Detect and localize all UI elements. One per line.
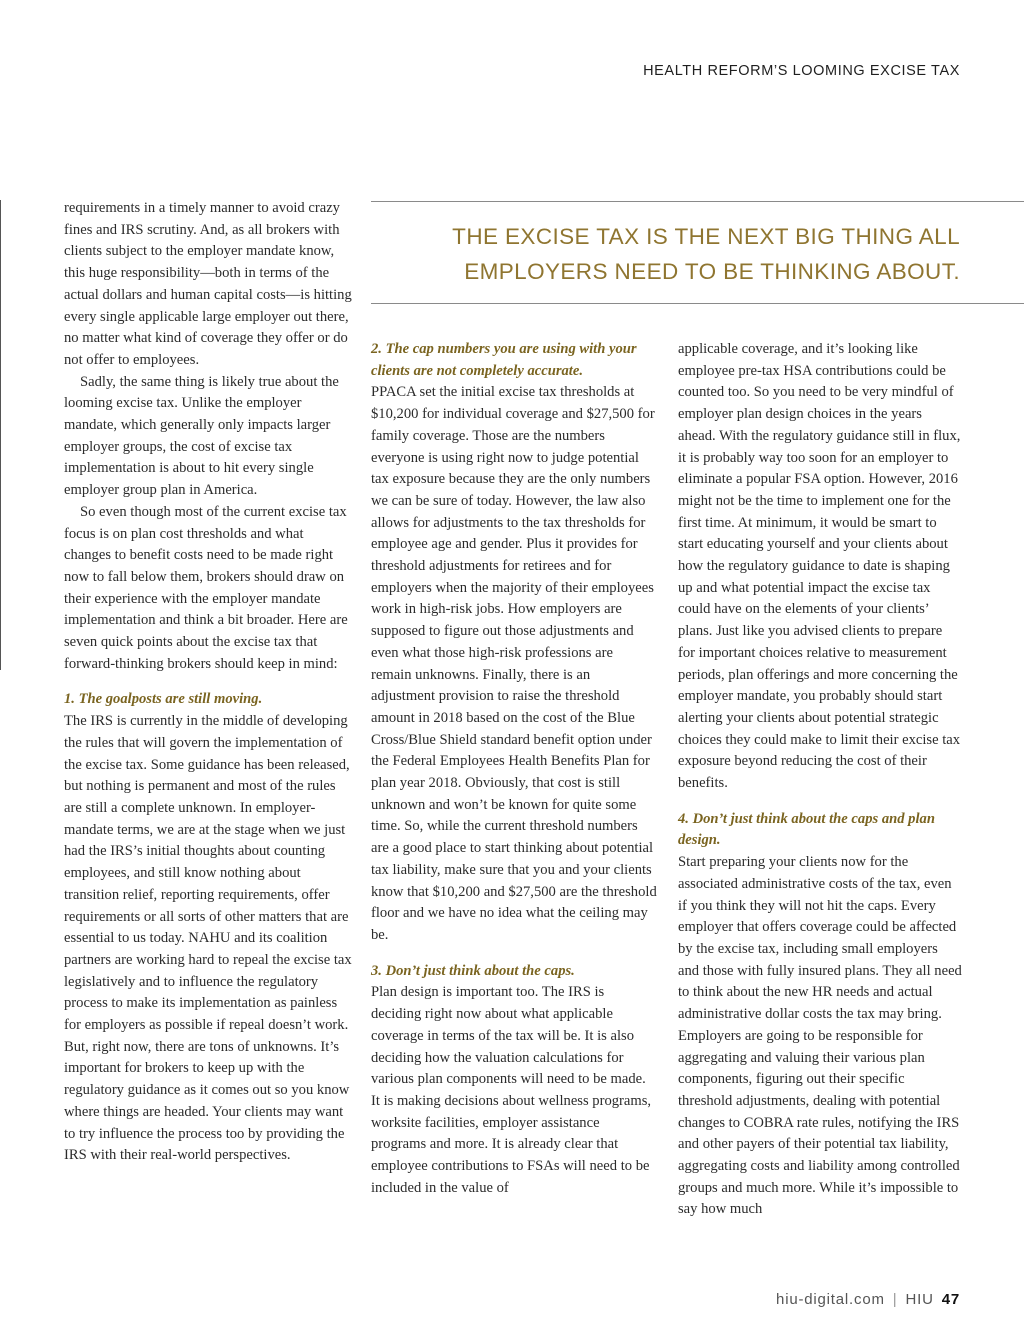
pull-quote (371, 201, 1024, 304)
pull-quote-line-2: EMPLOYERS NEED TO BE THINKING ABOUT. (464, 259, 960, 284)
section-heading-1: 1. The goalposts are still moving. (64, 691, 263, 708)
paragraph: Start preparing your clients now for the associated administrative costs of the tax, even if you think they will not hit the caps. Every employer that offers coverage could be affected by the excise tax, including small employers and those with fully insured plans. They all need to think about the new HR needs and actual administrative dollar costs the tax may bring. Employers are going to be responsible for aggregating and valuing their various plan components, figuring out their specific threshold adjustments, dealing with potential changes to COBRA rate rules, notifying the IRS and other payers of their potential tax liability, aggregating costs and liability among controlled groups and much more. While it’s impossible to say how much (678, 854, 962, 1218)
paragraph: PPACA set the initial excise tax thresholds at $10,200 for individual coverage and $27,500 for family coverage. Those are the numbers everyone is using right now to judge potential tax exposure because they are the only numbers we can be sure of today. However, the law also allows for adjustments to the tax thresholds for employee age and gender. Plus it provides for threshold adjustments for retirees and for employers when the majority of their employees work in high-risk jobs. How employers are supposed to figure out those adjustments and even what those high-risk professions are remain unknowns. Finally, there is an adjustment provision to raise the threshold amount in 2018 based on the cost of the Blue Cross/Blue Shield standard benefit option under the Federal Employees Health Benefits Plan for plan year 2018. Obviously, that cost is still unknown and won’t be known for quite some time. So, while the current threshold numbers are a good place to start thinking about potential tax liability, make sure that you and your clients know that $10,200 and $27,500 are the threshold floor and we have no idea what the ceiling may be. (371, 384, 657, 943)
paragraph: requirements in a timely manner to avoid crazy fines and IRS scrutiny. And, as all brokers with clients subject to the employer mandate know, this huge responsibility—both in terms of the actual dollars and human capital costs—is hitting every single applicable large employer out there, no matter what kind of coverage they offer or do not offer to employees. (64, 200, 352, 368)
website-link[interactable]: hiu-digital.com (776, 1291, 885, 1308)
running-header: HEALTH REFORM’S LOOMING EXCISE TAX (643, 63, 960, 79)
section-heading-2: 2. The cap numbers you are using with your clients are not completely accurate. (371, 341, 637, 379)
paragraph: So even though most of the current excise tax focus is on plan cost thresholds and what changes to benefit costs need to be made right now to fall below them, brokers should draw on their experience with the employer mandate implementation and think a bit broader. Here are seven quick points about the excise tax that forward-thinking brokers should keep in mind: (64, 503, 348, 672)
section-heading-4: 4. Don’t just think about the caps and plan design. (678, 810, 935, 849)
paragraph: applicable coverage, and it’s looking like employee pre-tax HSA contributions could be counted too. So you need to be very mindful of employer plan design choices in the years ahead. With the regulatory guidance still in flux, it is probably way too soon for an employer to eliminate a popular FSA option. However, 2016 might not be the time to implement one for the first time. At minimum, it would be smart to start educating yourself and your clients about how the regulatory guidance to date is shaping up and what potential impact the excise tax could have on the elements of your clients’ plans. Just like you advised clients to prepare for important choices relative to measurement periods, plan offerings and more concerning the employer mandate, you probably should start alerting your clients about potential strategic choices they could make to limit their excise tax exposure beyond reducing the cost of their benefits. (678, 341, 961, 792)
page-edge-rule (0, 200, 1, 670)
page-number: 47 (941, 1291, 960, 1308)
publication-name: HIU (905, 1291, 934, 1308)
column-3 (678, 339, 962, 1221)
paragraph: The IRS is currently in the middle of developing the rules that will govern the implementation of the excise tax. Some guidance has been released, but nothing is permanent and most of the rules are still a complete unknown. In employer-mandate terms, we are at the stage when we just had the IRS’s initial thoughts about counting employees, and still know nothing about transition relief, reporting requirements, offer requirements or all sorts of other matters that are essential to us today. NAHU and its coalition partners are working hard to repeal the excise tax legislatively and to influence the regulatory process to make its implementation as painless for employers as possible if repeal doesn’t work. But, right now, there are tons of unknowns. It’s important for brokers to keep up with the regulatory guidance as it comes out so you know where things are headed. Your clients may want to try influence the process too by providing the IRS with their real-world perspectives. (64, 713, 352, 1164)
page-footer (776, 1291, 960, 1308)
paragraph: Sadly, the same thing is likely true about the looming excise tax. Unlike the employer mandate, which generally only impacts larger employer groups, the cost of excise tax implementation is about to hit every single employer group plan in America. (64, 373, 339, 499)
pull-quote-line-1: THE EXCISE TAX IS THE NEXT BIG THING ALL (452, 224, 960, 249)
section-heading-3: 3. Don’t just think about the caps. (371, 962, 575, 979)
column-1 (64, 198, 354, 1167)
footer-separator: | (892, 1291, 898, 1308)
paragraph: Plan design is important too. The IRS is deciding right now about what applicable coverage in terms of the tax will be. It is also deciding how the valuation calculations for various plan components will need to be made. It is making decisions about wellness programs, worksite facilities, employer assistance programs and more. It is already clear that employee contributions to FSAs will need to be included in the value of (371, 984, 652, 1196)
column-2 (371, 339, 657, 1199)
